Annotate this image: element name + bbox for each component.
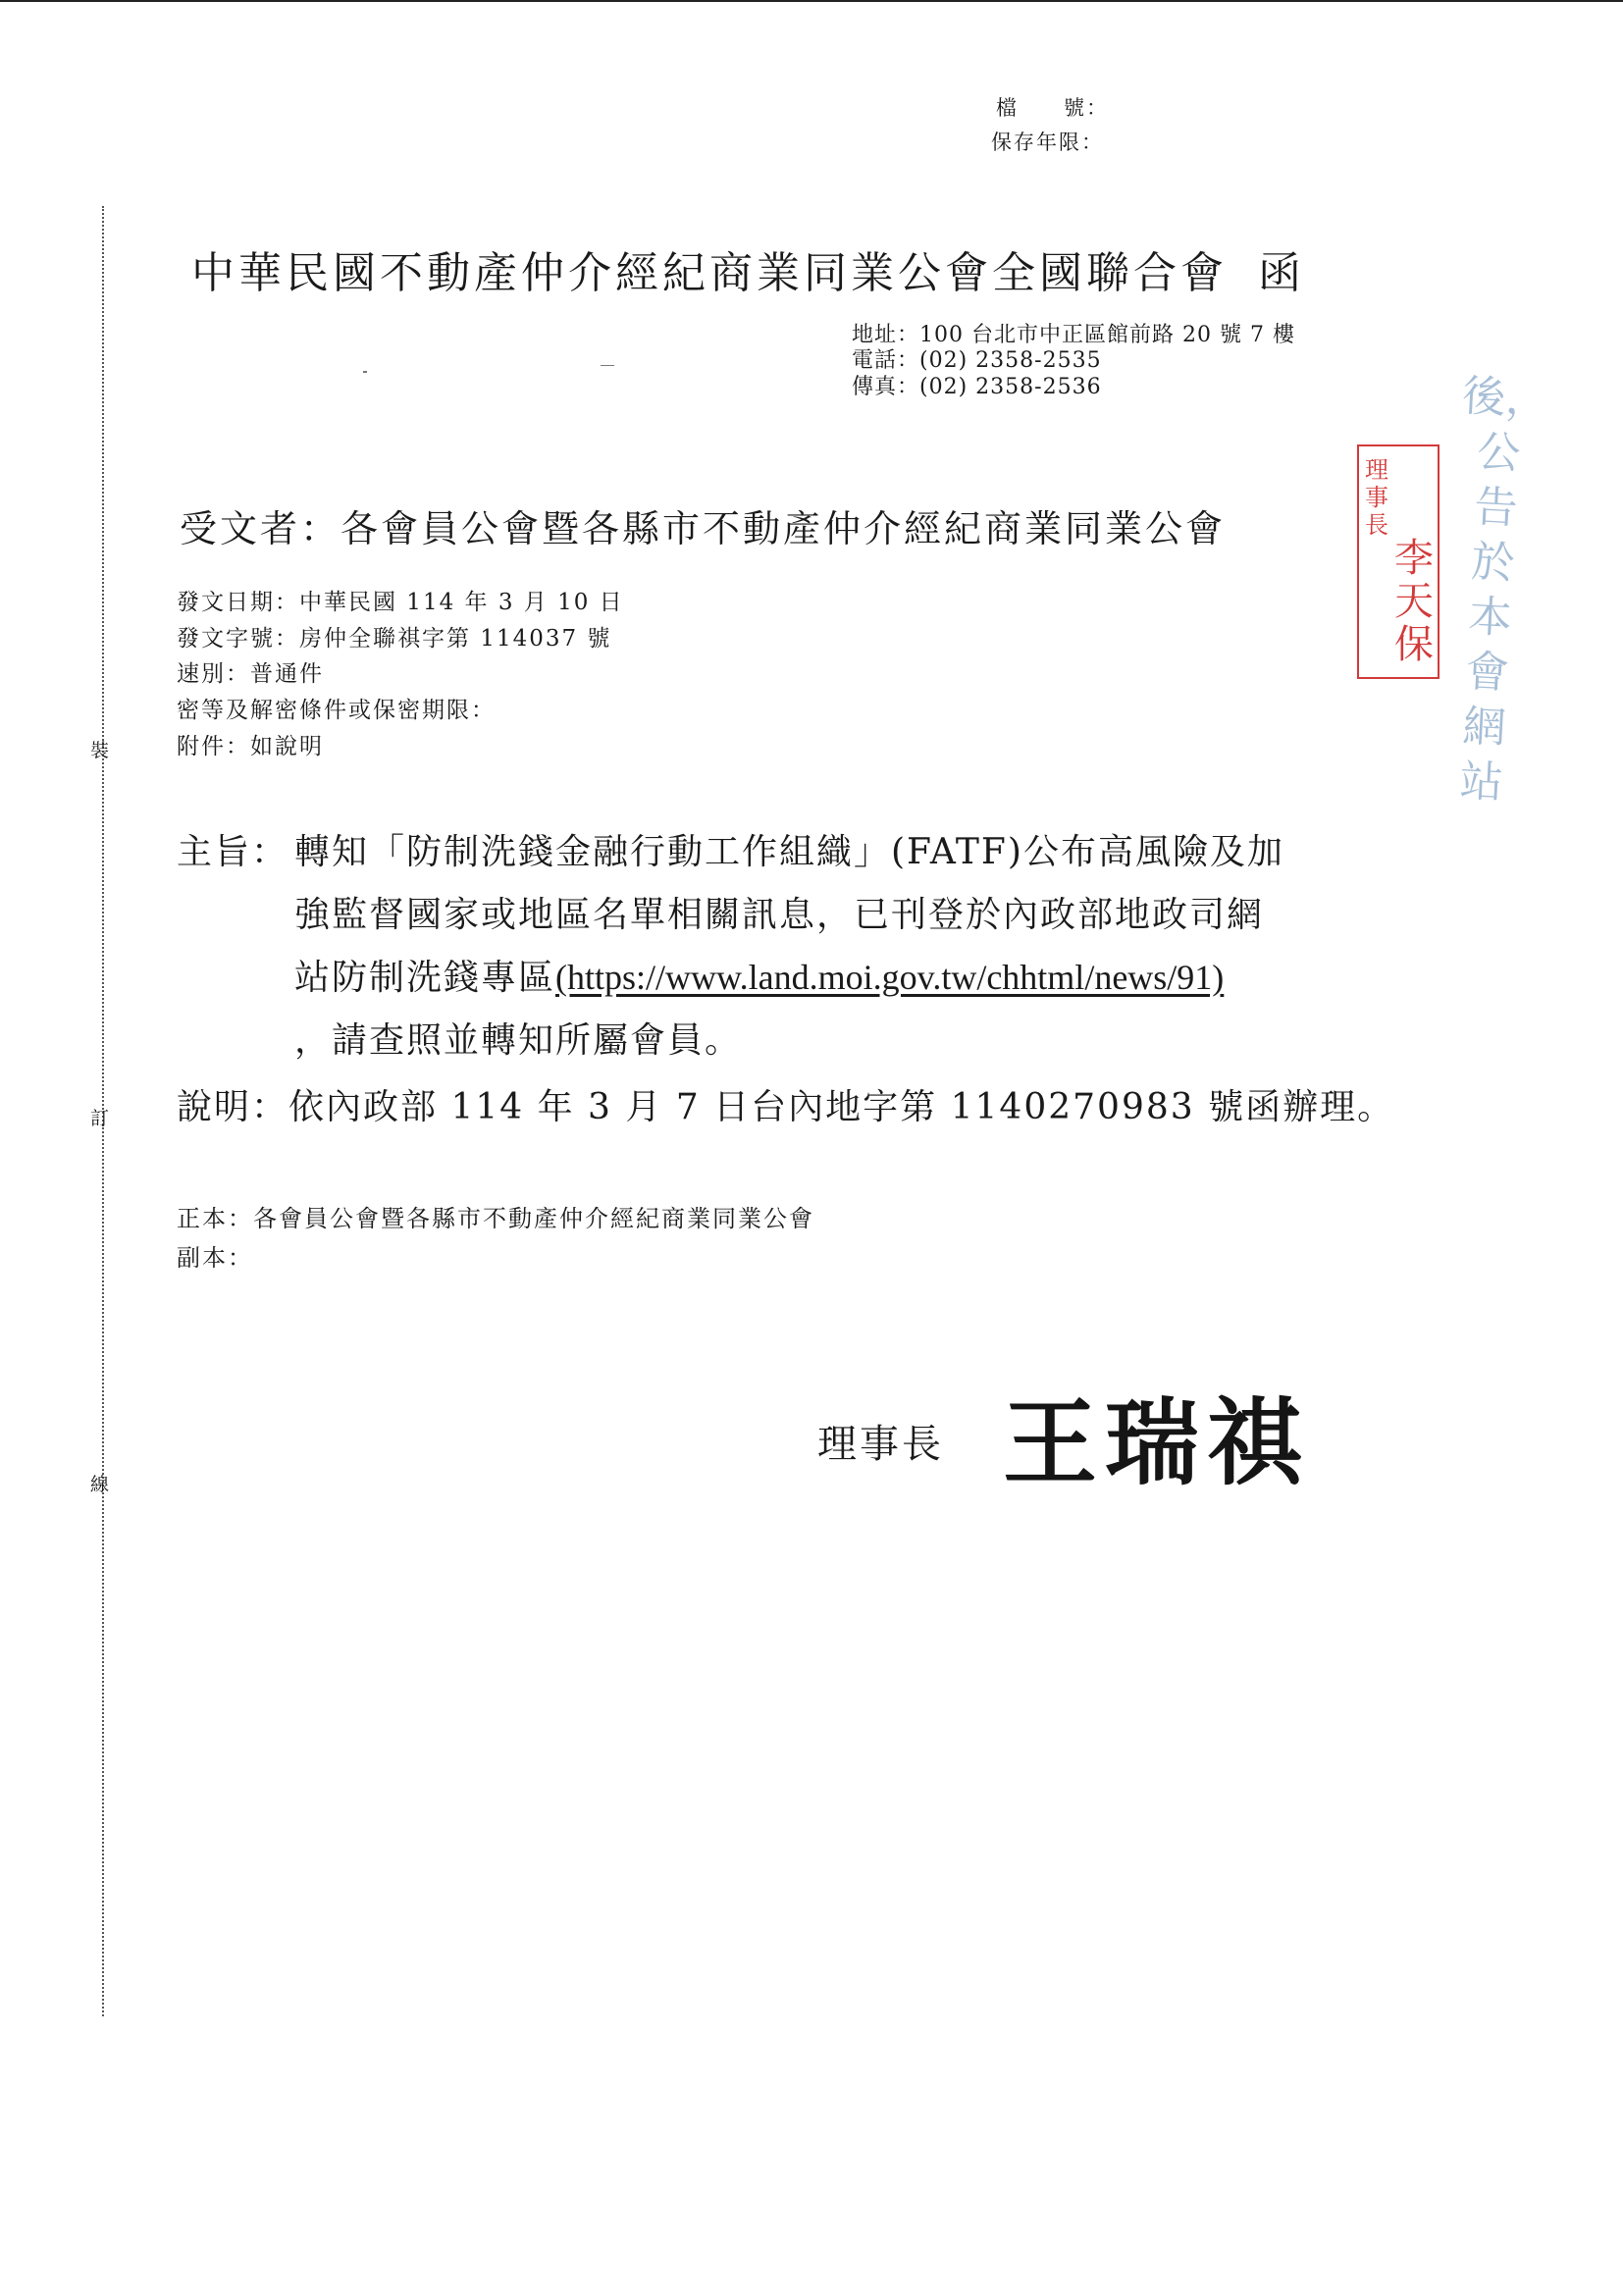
- file-number-label: 檔 號：: [996, 96, 1109, 120]
- red-seal-name: 李天保: [1394, 536, 1434, 667]
- binding-mark-bind: 裝: [90, 740, 110, 761]
- red-seal-title: 理事長: [1365, 456, 1388, 539]
- subject-line-3: [294, 950, 1224, 1000]
- retention-period-label: 保存年限：: [991, 130, 1104, 154]
- scan-speck: [363, 371, 367, 373]
- recipient-line: 受文者：各會員公會暨各縣市不動產仲介經紀商業同業公會: [180, 507, 1227, 550]
- issue-doc-number: 發文字號：房仲全聯祺字第 114037 號: [177, 626, 612, 652]
- distribution-original: 正本：各會員公會暨各縣市不動產仲介經紀商業同業公會: [177, 1205, 814, 1232]
- contact-fax: 傳真：(02) 2358-2536: [852, 375, 1102, 399]
- subject-line-1: 轉知「防制洗錢金融行動工作組織」(FATF)公布高風險及加: [294, 832, 1284, 872]
- scan-speck: [601, 365, 614, 366]
- contact-phone: 電話：(02) 2358-2535: [852, 348, 1102, 373]
- issue-attachments: 附件：如說明: [177, 734, 324, 759]
- subject-link[interactable]: (https://www.land.moi.gov.tw/chhtml/news/91): [555, 958, 1225, 997]
- subject-line-4: ，請查照並轉知所屬會員。: [294, 1020, 743, 1061]
- issue-urgency: 速別：普通件: [177, 661, 324, 687]
- document-type: 函: [1258, 248, 1301, 298]
- subject-line-2: 強監督國家或地區名單相關訊息，已刊登於內政部地政司網: [294, 895, 1265, 935]
- subject-line-3-text: 站防制洗錢專區: [294, 958, 556, 998]
- chairman-red-seal: [1357, 444, 1440, 679]
- signature-title: 理事長: [817, 1422, 944, 1467]
- scan-top-edge: [0, 0, 1623, 2]
- binding-mark-line: 線: [90, 1474, 110, 1495]
- distribution-copy: 副本：: [177, 1244, 253, 1272]
- signature-name: 王瑞祺: [1003, 1388, 1309, 1498]
- explanation: 說明：依內政部 114 年 3 月 7 日台內地字第 1140270983 號函辦理。: [177, 1087, 1395, 1127]
- subject-label: 主旨：: [177, 832, 289, 872]
- blue-approval-stamp: 後，公告於本會網站: [1458, 371, 1550, 809]
- organization-title: 中華民國不動產仲介經紀商業同業公會全國聯合會: [191, 248, 1228, 298]
- issue-confidentiality: 密等及解密條件或保密期限：: [177, 698, 496, 723]
- binding-mark-staple: 訂: [90, 1108, 110, 1129]
- contact-address: 地址：100 台北市中正區館前路 20 號 7 樓: [852, 323, 1295, 347]
- issue-date: 發文日期：中華民國 114 年 3 月 10 日: [177, 590, 624, 615]
